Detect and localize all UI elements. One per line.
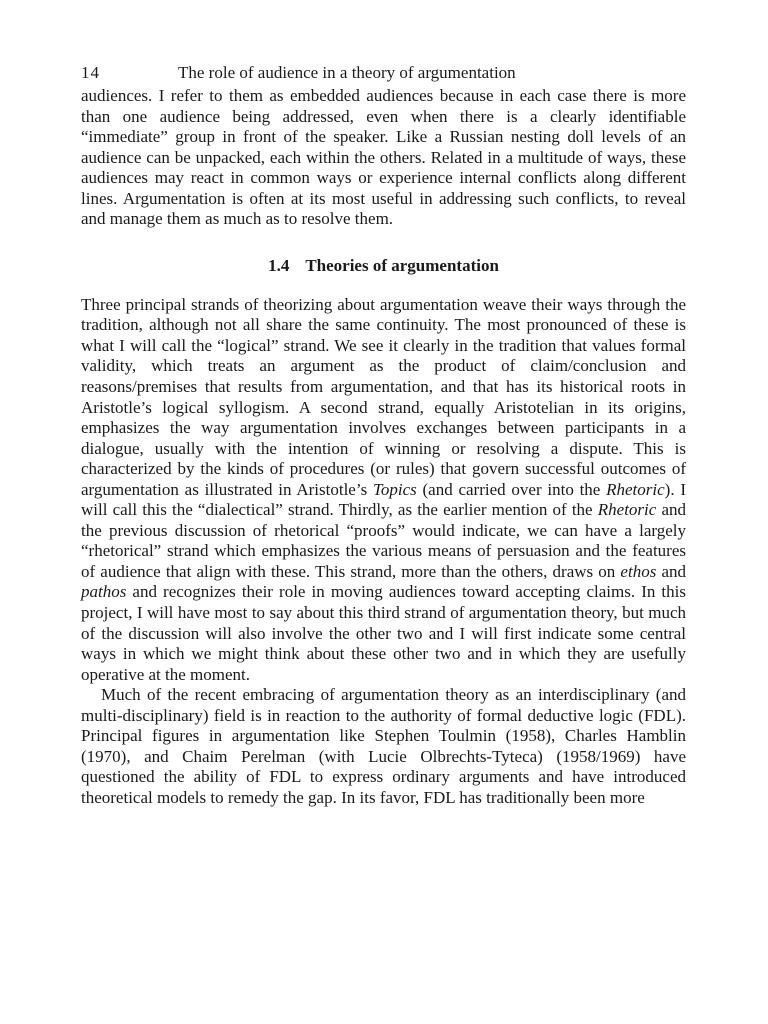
running-head	[81, 60, 686, 86]
italic-title: Rhetoric	[606, 479, 665, 499]
italic-term: ethos	[620, 561, 657, 581]
paragraph-fdl: Much of the recent embracing of argumentation theory as an interdisciplinary (and multi-disciplinary) field is in reaction to the authority of formal deductive logic (FDL). Principal figures in argumentation like Stephen Toulmin (1958), Charles Hamblin (1970), and Chaim Perelman (with Lucie Olbrechts-Tyteca) (1958/1969) have questioned the ability of FDL to express ordinary arguments and have introduced theoretical models to remedy the gap. In its favor, FDL has traditionally been more	[81, 685, 686, 807]
text-run: and recognizes their role in moving audiences toward accepting claims. In this project, I will have most to say about this third strand of argumentation theory, but much of the discussion will also involve the other two and I will first indicate some central ways in which we might think about these other two and in which they are usefully operative at the moment.	[81, 582, 686, 684]
text-run: ). I will call this the “dialectical” strand. Thirdly, as the earlier mention of the	[81, 479, 686, 520]
italic-title: Topics	[372, 479, 417, 499]
section-number: 1.4	[268, 255, 290, 275]
italic-term: pathos	[81, 582, 127, 602]
section-title: Theories of argumentation	[305, 255, 499, 275]
text-run: and	[656, 561, 686, 581]
text-run: (and carried over into the	[416, 479, 607, 499]
text-run: and the previous discussion of rhetorical “proofs” would indicate, we can have a largely “rhetorical” strand which emphasizes the various means of persuasion and the features of audience that align with these. This strand, more than the others, draws on	[81, 500, 687, 581]
running-head-title: The role of audience in a theory of argumentation	[178, 63, 516, 82]
book-page	[81, 60, 686, 809]
page-number: 14	[81, 63, 100, 82]
text-run: Three principal strands of theorizing about argumentation weave their ways through the tradition, although not all share the same continuity. The most pronounced of these is what I will call the “logical” strand. We see it clearly in the tradition that values formal validity, which treats an argument as the product of claim/conclusion and reasons/premises that results from argumentation, and that has its historical roots in Aristotle’s logical syllogism. A second strand, equally Aristotelian in its origins, emphasizes the way argumentation involves exchanges between participants in a dialogue, usually with the intention of winning or resolving a dispute. This is characterized by the kinds of procedures (or rules) that govern successful outcomes of argumentation as illustrated in Aristotle’s	[81, 294, 686, 499]
section-heading	[81, 255, 686, 277]
body-text	[81, 86, 686, 809]
paragraph-continued: audiences. I refer to them as embedded audiences because in each case there is more than one audience being addressed, even when there is a clearly identifiable “immediate” group in front of the speaker. Like a Russian nesting doll levels of an audience can be unpacked, each within the others. Related in a multitude of ways, these audiences may react in common ways or experience internal conflicts along different lines. Argumentation is often at its most useful in addressing such conflicts, to reveal and manage them as much as to resolve them.	[81, 86, 686, 229]
italic-title: Rhetoric	[597, 500, 657, 520]
paragraph-strands	[81, 295, 686, 685]
